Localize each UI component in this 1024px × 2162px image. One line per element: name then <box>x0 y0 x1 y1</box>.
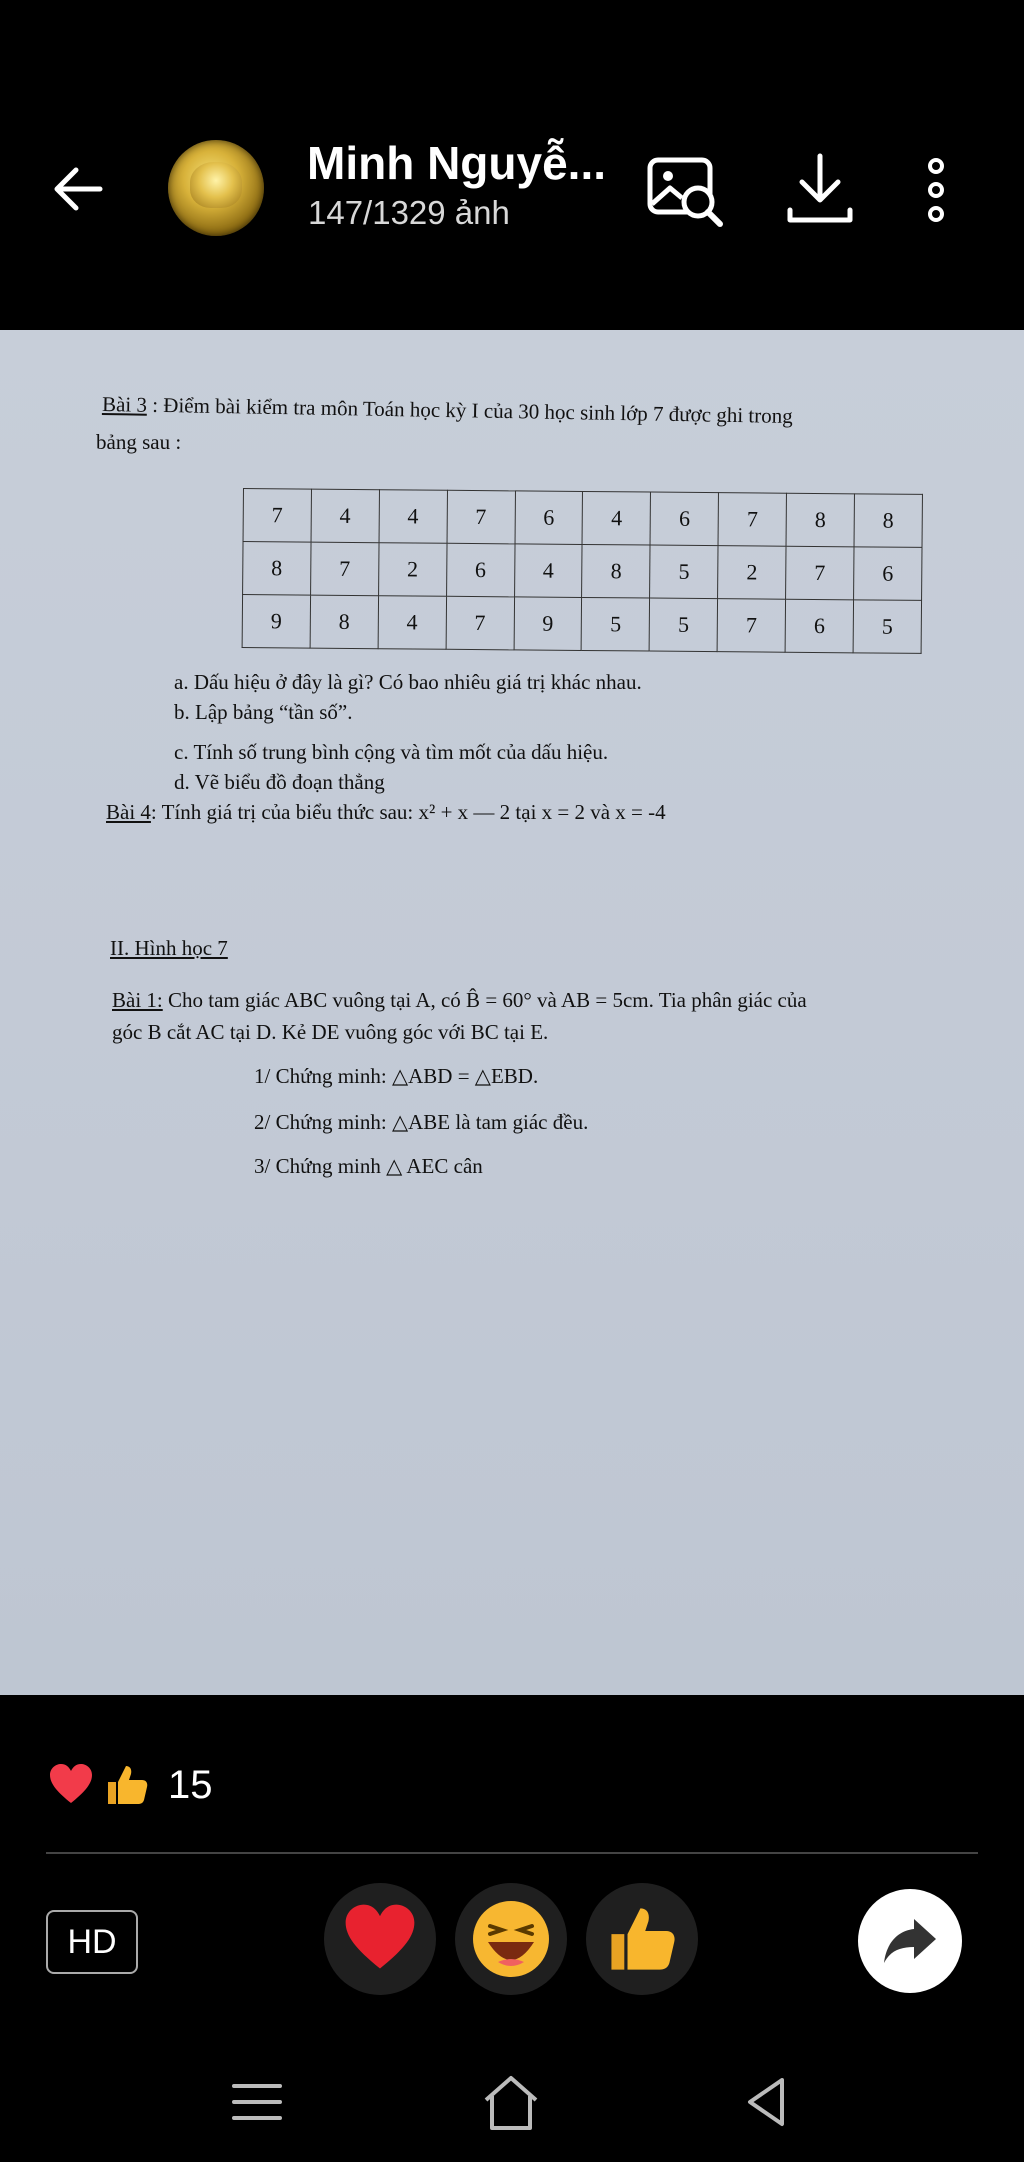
bai4-text: : Tính giá trị của biểu thức sau: x² + x — 2 tại x = 2 và x = -4 <box>150 800 666 824</box>
item-a: a. Dấu hiệu ở đây là gì? Có bao nhiêu giá trị khác nhau. <box>174 670 642 694</box>
table-cell: 7 <box>786 546 854 600</box>
proof-1: 1/ Chứng minh: △ABD = △EBD. <box>254 1064 539 1088</box>
avatar-image <box>190 162 242 208</box>
table-cell: 7 <box>718 493 786 547</box>
laughing-face-icon <box>470 1898 552 1980</box>
share-button[interactable] <box>858 1889 962 1993</box>
table-cell: 4 <box>379 490 447 544</box>
item-c: c. Tính số trung bình cộng và tìm mốt của dấu hiệu. <box>174 740 609 764</box>
more-options-icon[interactable] <box>916 152 956 228</box>
table-cell: 6 <box>650 492 718 546</box>
bai3-text: : Điểm bài kiểm tra môn Toán học kỳ I của 30 học sinh lớp 7 được ghi trong <box>146 392 793 429</box>
table-cell: 5 <box>853 600 921 654</box>
bai1-label: Bài 1: <box>112 988 163 1012</box>
avatar[interactable] <box>168 140 264 236</box>
table-cell: 7 <box>717 599 785 653</box>
table-cell: 6 <box>854 547 922 601</box>
thumbs-up-icon <box>605 1902 679 1976</box>
bai1-text: Cho tam giác ABC vuông tại A, có B̂ = 60° và AB = 5cm. Tia phân giác của <box>162 988 807 1012</box>
like-reaction-button[interactable] <box>586 1883 698 1995</box>
user-name[interactable]: Minh Nguyễ... <box>307 137 606 189</box>
system-nav-bar <box>0 2040 1024 2162</box>
table-cell: 7 <box>310 542 378 596</box>
table-cell: 9 <box>514 597 582 651</box>
proof-3: 3/ Chứng minh △ AEC cân <box>254 1154 483 1178</box>
bai1-text-2: góc B cắt AC tại D. Kẻ DE vuông góc với BC tại E. <box>112 1020 549 1044</box>
bai3-label: Bài 3 <box>101 391 148 417</box>
hd-toggle-button[interactable]: HD <box>46 1910 138 1974</box>
table-cell: 4 <box>378 596 446 650</box>
bai4-line <box>106 800 666 825</box>
heart-reaction-button[interactable] <box>324 1883 436 1995</box>
photo-counter: 147/1329 ảnh <box>308 194 510 231</box>
table-cell: 7 <box>447 490 515 544</box>
home-icon[interactable] <box>476 2070 546 2134</box>
table-cell: 8 <box>854 494 922 548</box>
back-nav-icon[interactable] <box>732 2070 802 2134</box>
table-cell: 6 <box>446 543 514 597</box>
table-cell: 5 <box>650 545 718 599</box>
thumbs-up-icon <box>104 1762 150 1808</box>
item-d: d. Vẽ biểu đồ đoạn thẳng <box>174 770 385 794</box>
table-cell: 7 <box>243 489 311 543</box>
table-cell: 8 <box>243 542 311 596</box>
photo-view[interactable] <box>0 330 1024 1695</box>
table-cell: 8 <box>786 493 854 547</box>
image-search-icon[interactable] <box>646 152 726 228</box>
reaction-summary[interactable] <box>48 1755 213 1815</box>
table-cell: 2 <box>378 543 446 597</box>
table-cell: 4 <box>514 544 582 598</box>
table-cell: 6 <box>785 599 853 653</box>
table-row <box>242 595 921 654</box>
bai3-text-2: bảng sau : <box>96 430 182 454</box>
section-2-heading: II. Hình học 7 <box>110 936 228 960</box>
proof-2: 2/ Chứng minh: △ABE là tam giác đều. <box>254 1110 589 1134</box>
table-cell: 6 <box>515 491 583 545</box>
bai4-label: Bài 4 <box>106 800 151 824</box>
recent-apps-icon[interactable] <box>222 2070 292 2134</box>
heart-icon <box>340 1903 420 1975</box>
heart-icon <box>48 1763 94 1807</box>
item-b: b. Lập bảng “tần số”. <box>174 700 353 724</box>
table-row <box>243 489 922 548</box>
top-bar <box>0 0 1024 330</box>
score-table <box>242 488 923 654</box>
bai3-heading <box>102 392 793 429</box>
table-cell: 9 <box>242 595 310 649</box>
download-icon[interactable] <box>780 152 860 228</box>
reaction-count: 15 <box>168 1762 213 1807</box>
back-arrow-icon[interactable] <box>48 158 110 220</box>
table-cell: 8 <box>582 544 650 598</box>
table-cell: 7 <box>446 596 514 650</box>
exam-document <box>0 330 1024 1695</box>
table-cell: 5 <box>582 597 650 651</box>
table-cell: 5 <box>649 598 717 652</box>
table-cell: 2 <box>718 546 786 600</box>
share-arrow-icon <box>880 1915 940 1967</box>
table-cell: 8 <box>310 595 378 649</box>
haha-reaction-button[interactable] <box>455 1883 567 1995</box>
table-row <box>243 542 922 601</box>
bai1-line <box>112 988 807 1013</box>
table-cell: 4 <box>582 491 650 545</box>
divider <box>46 1852 978 1854</box>
table-cell: 4 <box>311 489 379 543</box>
